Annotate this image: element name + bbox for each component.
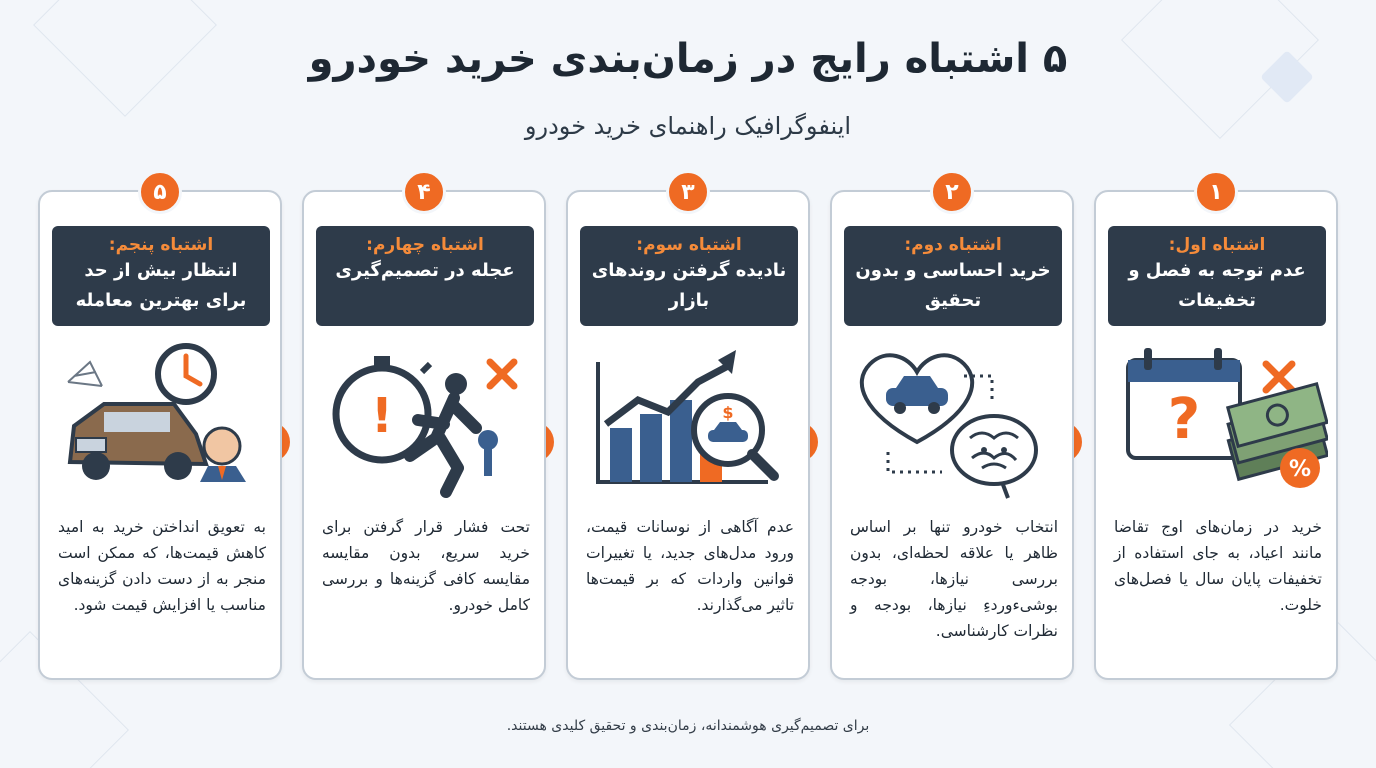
card-header [1108,226,1326,326]
heart-brain-icon [842,342,1064,502]
card-title: عجله در تصمیم‌گیری [335,260,515,281]
card-title: عدم توجه به فصل و تخفیفات [1128,260,1306,311]
stopwatch-runner-icon [314,342,536,502]
page-subtitle: اینفوگرافیک راهنمای خرید خودرو [524,112,852,140]
card-header [52,226,270,326]
card-number-badge: ۴ [402,170,446,214]
mistake-card-2 [830,179,1074,680]
card-title: انتظار بیش از حد برای بهترین معامله [75,260,247,311]
page-footer: برای تصمیم‌گیری هوشمندانه، زمان‌بندی و تحقیق کلیدی هستند. [506,718,870,734]
card-header [316,226,534,326]
cards-row [38,179,1338,680]
card-description: عدم آگاهی از نوسانات قیمت، ورود مدل‌های جدید، یا تغییرات قوانین واردات که بر قیمت‌ها تاثیر می‌گذارند. [586,518,794,614]
svg-text:?: ? [1167,387,1201,452]
card-description: انتخاب خودرو تنها بر اساس ظاهر یا علاقه لحظه‌ای، بدون بررسی نیازها، بودجه بوشیءوردءِ نیازها، بودجه و نظرات کارشناسی. [850,518,1058,640]
page-title: ۵ اشتباه رایج در زمان‌بندی خرید خودرو [308,36,1068,82]
card-description: خرید در زمان‌های اوج تقاضا مانند اعیاد، به جای استفاده از تخفیفات پایان سال یا فصل‌های خلوت. [1114,518,1322,614]
card-title: خرید احساسی و بدون تحقیق [855,260,1051,311]
svg-text:!: ! [371,388,393,444]
card-number-badge: ۵ [138,170,182,214]
calendar-money-icon [1106,342,1328,502]
svg-text:$: $ [722,403,734,422]
mistake-card-4 [302,179,546,680]
market-chart-icon [578,342,800,502]
card-label: اشتباه اول: [1168,235,1266,255]
card-title: نادیده گرفتن روندهای بازار [591,260,787,311]
old-car-clock-icon [50,342,272,502]
mistake-card-3 [566,179,810,680]
mistake-card-1 [1094,179,1338,680]
card-number-badge: ۳ [666,170,710,214]
card-description: به تعویق انداختن خرید به امید کاهش قیمت‌ها، که ممکن است منجر به از دست دادن گزینه‌های مناسب یا افزایش قیمت شود. [58,518,266,614]
svg-text:%: % [1288,457,1312,482]
card-header [580,226,798,326]
mistake-card-5 [38,179,282,680]
card-label: اشتباه پنجم: [108,235,214,255]
card-header [844,226,1062,326]
card-description: تحت فشار قرار گرفتن برای خرید سریع، بدون مقایسه مقایسه کافی گزینه‌ها و بررسی کامل خودرو. [322,518,530,614]
card-number-badge: ۱ [1194,170,1238,214]
card-number-badge: ۲ [930,170,974,214]
card-label: اشتباه سوم: [636,235,742,255]
card-label: اشتباه چهارم: [366,235,484,255]
card-label: اشتباه دوم: [904,235,1002,255]
